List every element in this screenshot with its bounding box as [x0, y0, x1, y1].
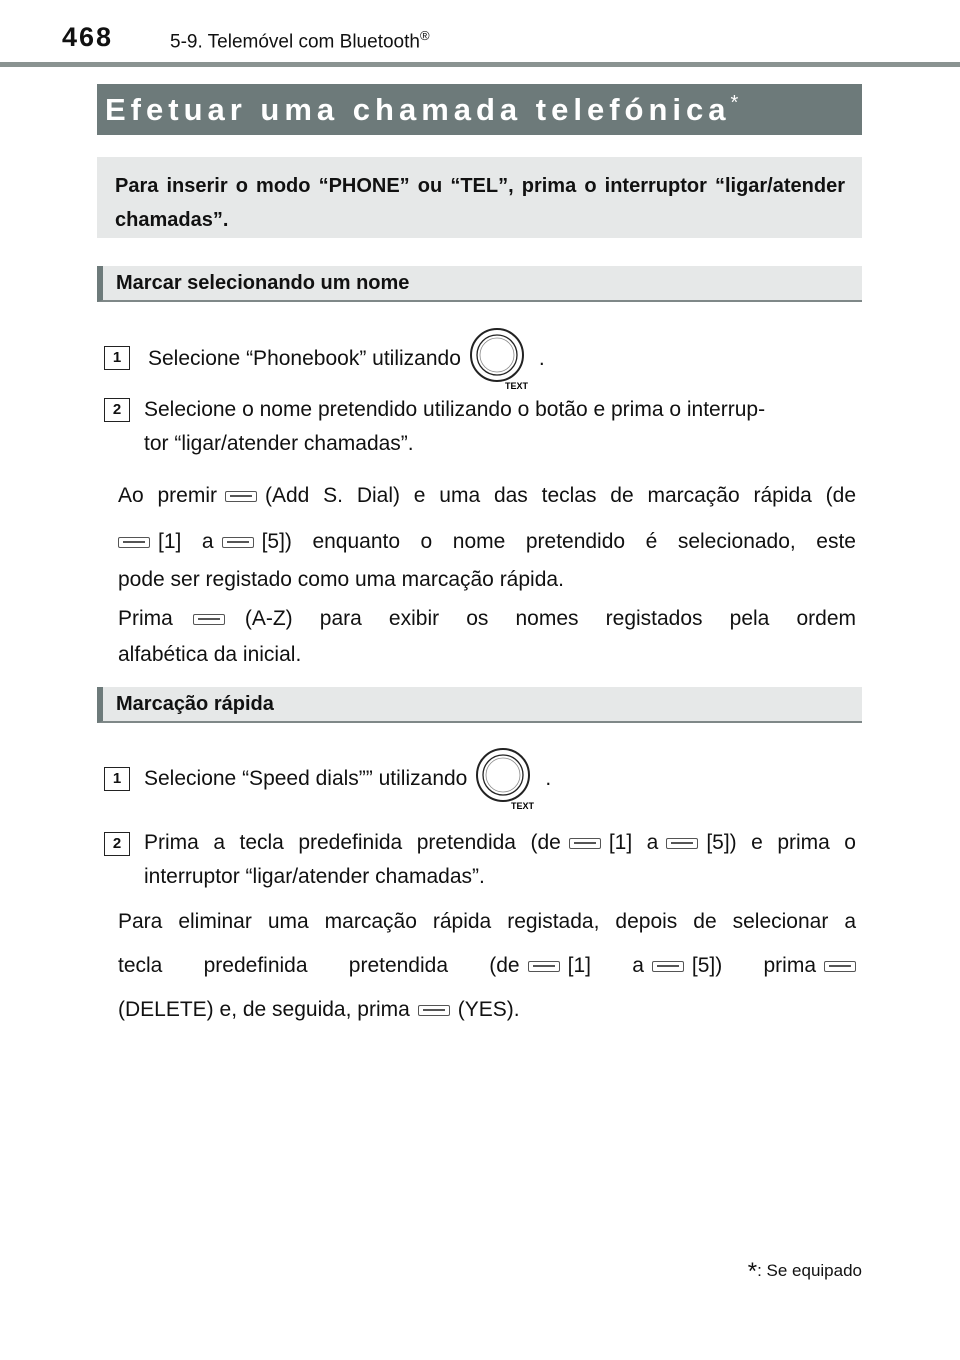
- registered-mark: ®: [419, 28, 430, 43]
- title-bar: [97, 84, 862, 135]
- equipped-star: *: [747, 1258, 758, 1285]
- footnote: *: Se equipado: [747, 1258, 862, 1285]
- equipped-star: *: [730, 92, 739, 114]
- note-paragraph: Para eliminar uma marcação rápida registada, depois de selecionar a tecla predefinida pretendida (de [1] a [5]) prima (DELETE) e, de seguida, prima (YES).: [118, 910, 856, 1021]
- subheading-select-by-name: Marcar selecionando um nome: [97, 266, 862, 302]
- intro-box: [97, 157, 862, 238]
- screen-button-icon: [824, 961, 856, 972]
- screen-button-icon: [118, 537, 150, 548]
- svg-text:TEXT: TEXT: [504, 381, 528, 392]
- screen-button-icon: [193, 614, 225, 625]
- step-text: Selecione o nome pretendido utilizando o botão e prima o interrup- tor “ligar/atender chamadas”.: [144, 398, 766, 455]
- page-number: 468: [62, 22, 114, 52]
- section-reference: 5-9. Telemóvel com Bluetooth®: [170, 28, 430, 53]
- step-text: Selecione “Speed dials”” utilizando TEXT .: [144, 746, 551, 812]
- screen-button-icon: [652, 961, 684, 972]
- screen-button-icon: [569, 838, 601, 849]
- svg-text:TEXT: TEXT: [511, 801, 535, 812]
- intro-text: Para inserir o modo “PHONE” ou “TEL”, prima o interruptor “ligar/atender chamadas”.: [115, 175, 845, 231]
- step-text: Selecione “Phonebook” utilizando TEXT .: [148, 326, 545, 392]
- step-number: 2: [104, 832, 130, 856]
- screen-button-icon: [528, 961, 560, 972]
- page-title: Efetuar uma chamada telefónica*: [105, 92, 739, 127]
- tune-select-knob-icon: [469, 326, 531, 392]
- screen-button-icon: [225, 491, 257, 502]
- step-text: Prima a tecla predefinida pretendida (de [1] a [5]) e prima o interruptor “ligar/atender chamadas”.: [144, 831, 856, 888]
- step-number: 1: [104, 767, 130, 791]
- screen-button-icon: [418, 1005, 450, 1016]
- step-number: 1: [104, 346, 130, 370]
- screen-button-icon: [222, 537, 254, 548]
- page-header: [0, 0, 960, 68]
- header-rule: [0, 62, 960, 67]
- note-paragraph: Ao premir (Add S. Dial) e uma das teclas de marcação rápida (de [1] a [5]) enquanto o nome pretendido é selecionado, este pode ser registado como uma marcação rápida.: [118, 484, 856, 591]
- note-paragraph: Prima (A-Z) para exibir os nomes registados pela ordem alfabética da inicial.: [118, 607, 856, 666]
- subheading-speed-dial: Marcação rápida: [97, 687, 862, 723]
- tune-select-knob-icon: [475, 746, 537, 812]
- step-number: 2: [104, 398, 130, 422]
- screen-button-icon: [666, 838, 698, 849]
